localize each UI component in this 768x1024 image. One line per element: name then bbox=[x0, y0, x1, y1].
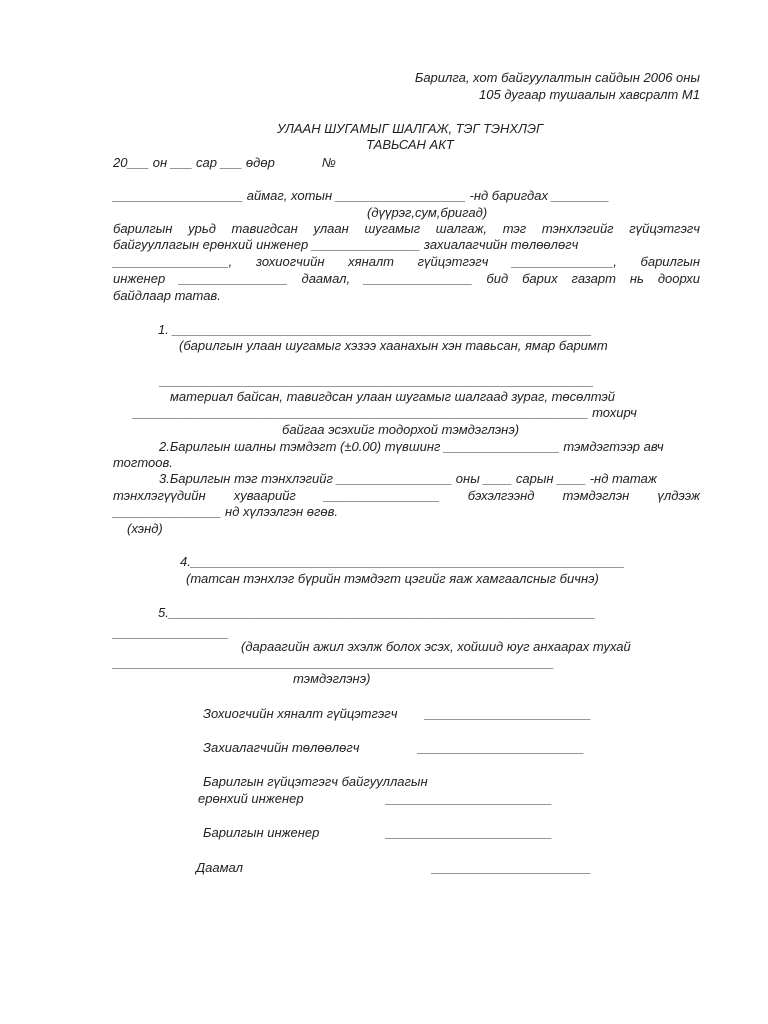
item-5-hint-2: тэмдэглэнэ) bbox=[293, 671, 371, 686]
intro-line-1: __________________ аймаг, хотын __________________ -нд баригдах ________ bbox=[113, 188, 610, 203]
approval-line-1: Барилга, хот байгуулалтын сайдын 2006 оны bbox=[414, 70, 700, 85]
intro-line-3: байгууллагын ерөнхий инженер _______________ захиалагчийн төлөөлөгч bbox=[113, 237, 579, 252]
item-1-line-3: _______________________________________________________________ тохирч bbox=[133, 405, 637, 420]
item-3-line-1: 3.Барилгын тэг тэнхлэгийг ________________ оны ____ сарын ____ -нд татаж bbox=[159, 471, 657, 486]
item-3-line-2: тэнхлэгүүдийн хуваарийг ________________ бэхэлгээнд тэмдэглэн үлдээж bbox=[113, 488, 700, 503]
item-2-line-2: тогтоов. bbox=[113, 455, 173, 470]
signature-contractor-line: _______________________ bbox=[386, 791, 553, 806]
item-4-hint: (татсан тэнхлэг бүрийн тэмдэгт цэгийг яаж хамгаалсныг бичнэ) bbox=[186, 571, 599, 586]
intro-hint-district: (дүүрэг,сум,бригад) bbox=[367, 205, 488, 220]
signature-supervisor-line: ______________________ bbox=[432, 860, 592, 875]
item-5-line: 5.___________________________________________________________ bbox=[158, 605, 596, 620]
title-line-2: ТАВЬСАН АКТ bbox=[366, 137, 454, 152]
item-4-line: 4.____________________________________________________________ bbox=[180, 554, 625, 569]
signature-client-line: _______________________ bbox=[418, 740, 585, 755]
intro-line-6: байдлаар татав. bbox=[113, 288, 221, 303]
item-1-hint-3: байгаа эсэхийг тодорхой тэмдэглэнэ) bbox=[282, 422, 520, 437]
item-2-line-1: 2.Барилгын шалны тэмдэгт (±0.00) түвшинг ________________ тэмдэгтээр авч bbox=[159, 439, 664, 454]
signature-engineer-line: _______________________ bbox=[386, 825, 553, 840]
item-1-hint-1: (барилгын улаан шугамыг хэзээ хаанахын хэн тавьсан, ямар баримт bbox=[179, 338, 608, 353]
item-5-blank-2: _____________________________________________________________ bbox=[113, 655, 555, 670]
item-5-blank-1: ________________ bbox=[113, 625, 229, 640]
item-3-line-3: _______________ нд хүлээлгэн өгөв. bbox=[113, 504, 339, 519]
signature-contractor-label-2: ерөнхий инженер bbox=[198, 791, 304, 806]
intro-line-5: инженер _______________ даамал, _______________ бид барих газарт нь доорхи bbox=[113, 271, 700, 286]
item-3-hint: (хэнд) bbox=[127, 521, 163, 536]
signature-contractor-label-1: Барилгын гүйцэтгэгч байгууллагын bbox=[203, 774, 428, 789]
item-1-blank: ____________________________________________________________ bbox=[160, 373, 594, 388]
signature-author-line: _______________________ bbox=[425, 706, 592, 721]
title-line-1: УЛААН ШУГАМЫГ ШАЛГАЖ, ТЭГ ТЭНХЛЭГ bbox=[276, 121, 544, 136]
date-line: 20___ он ___ сар ___ өдөр № bbox=[113, 155, 336, 170]
signature-engineer-label: Барилгын инженер bbox=[203, 825, 320, 840]
item-1-line: 1. __________________________________________________________ bbox=[158, 322, 592, 337]
item-1-hint-2: материал байсан, тавигдсан улаан шугамыг шалгаад зураг, төсөлтэй bbox=[170, 389, 616, 404]
signature-supervisor-label: Даамал bbox=[196, 860, 243, 875]
intro-line-4: ________________, зохиогчийн хяналт гүйцэтгэгч ______________, барилгын bbox=[113, 254, 700, 269]
item-5-hint-1: (дараагийн ажил эхэлж болох эсэх, хойшид юуг анхаарах тухай bbox=[241, 639, 631, 654]
signature-author-label: Зохиогчийн хяналт гүйцэтгэгч bbox=[203, 706, 398, 721]
approval-line-2: 105 дугаар тушаалын хавсралт М1 bbox=[479, 87, 700, 102]
intro-line-2: барилгын урьд тавигдсан улаан шугамыг шалгаж, тэг тэнхлэгийг гүйцэтгэгч bbox=[113, 221, 700, 236]
signature-client-label: Захиалагчийн төлөөлөгч bbox=[203, 740, 360, 755]
